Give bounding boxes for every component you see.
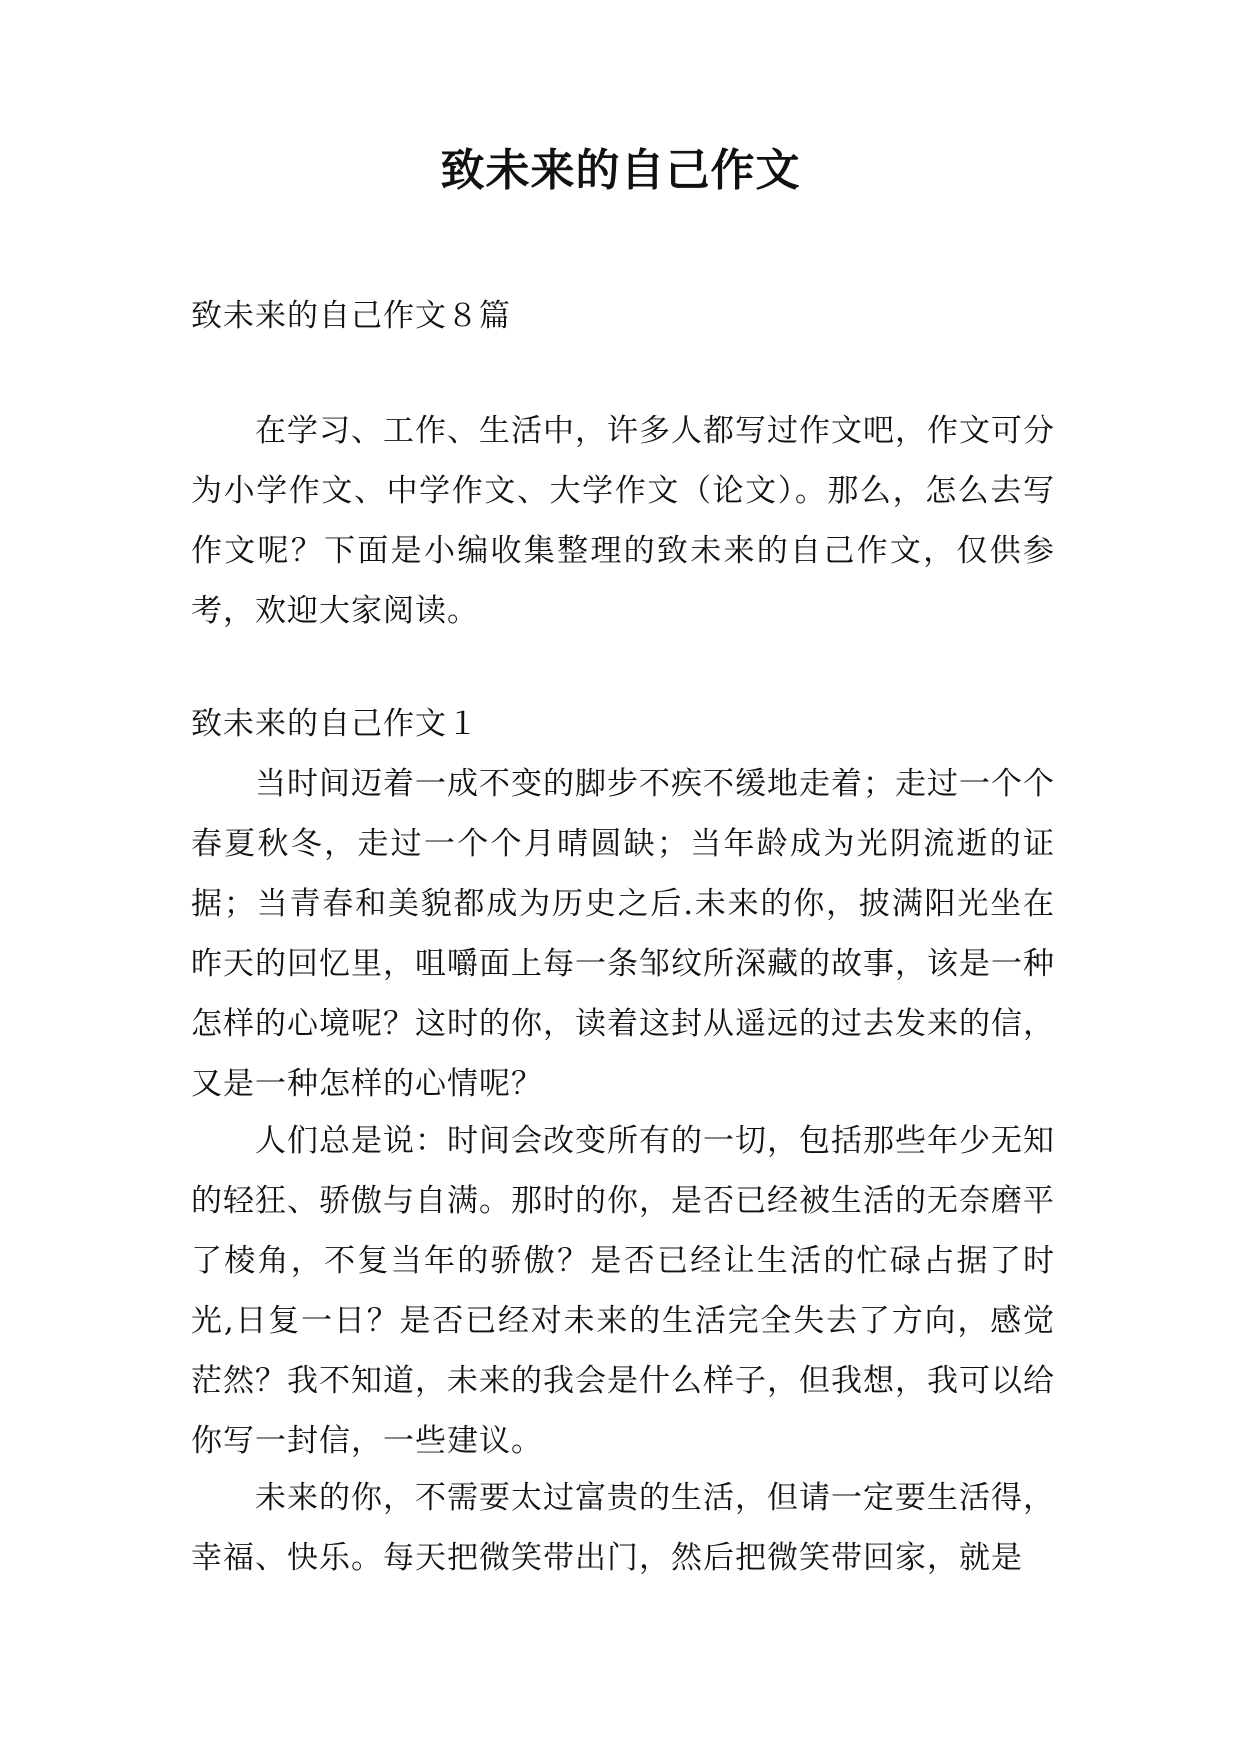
section-heading: 致未来的自己作文１ (191, 706, 479, 742)
document-title: 致未来的自己作文 (440, 145, 801, 196)
body-paragraph-1: 当时间迈着一成不变的脚步不疾不缓地走着；走过一个个春夏秋冬，走过一个个月晴圆缺；当年龄成为光阴流逝的证据；当青春和美貌都成为历史之后.未来的你，披满阳光坐在昨天的回忆里，咀嚼面上每一条邹纹所深藏的故事，该是一种怎样的心境呢？这时的你，读着这封从遥远的过去发来的信，又是一种怎样的心情呢？ (191, 766, 1055, 1102)
document-subtitle: 致未来的自己作文８篇 (191, 298, 511, 334)
body-paragraph-2: 人们总是说：时间会改变所有的一切，包括那些年少无知的轻狂、骄傲与自满。那时的你，是否已经被生活的无奈磨平了棱角，不复当年的骄傲？是否已经让生活的忙碌占据了时光,日复一日？是否已经对未来的生活完全失去了方向，感觉茫然？我不知道，未来的我会是什么样子，但我想，我可以给你写一封信，一些建议。 (191, 1123, 1055, 1459)
body-paragraph-3: 未来的你，不需要太过富贵的生活，但请一定要生活得，幸福、快乐。每天把微笑带出门，然后把微笑带回家，就是 (191, 1480, 1055, 1576)
intro-paragraph: 在学习、工作、生活中，许多人都写过作文吧，作文可分为小学作文、中学作文、大学作文（论文）。那么，怎么去写作文呢？下面是小编收集整理的致未来的自己作文，仅供参考，欢迎大家阅读。 (191, 413, 1055, 629)
